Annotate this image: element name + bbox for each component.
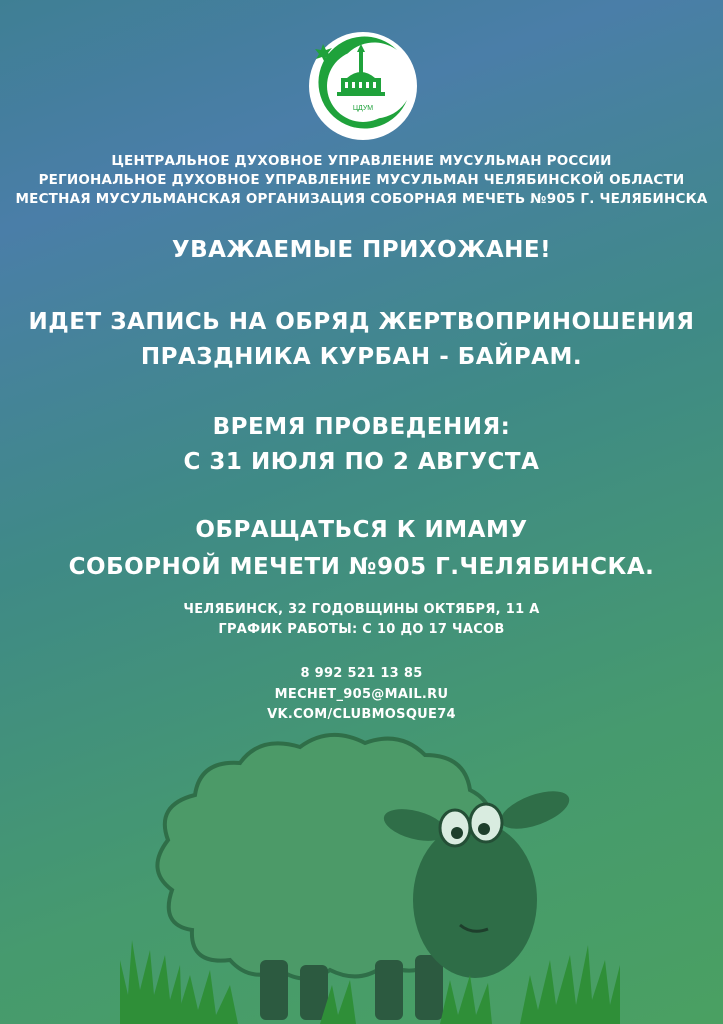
contact-line-2: СОБОРНОЙ МЕЧЕТИ №905 Г.ЧЕЛЯБИНСКА. <box>68 554 655 580</box>
address-text: ЧЕЛЯБИНСК, 32 ГОДОВЩИНЫ ОКТЯБРЯ, 11 А <box>183 602 540 617</box>
event-time-label: ВРЕМЯ ПРОВЕДЕНИЯ: <box>212 414 511 440</box>
event-time-dates: С 31 ИЮЛЯ ПО 2 АВГУСТА <box>183 449 540 475</box>
vk-link[interactable]: VK.COM/CLUBMOSQUE74 <box>267 707 456 722</box>
mosque-logo <box>307 30 419 142</box>
sheep-head <box>413 822 537 978</box>
schedule-text: ГРАФИК РАБОТЫ: С 10 ДО 17 ЧАСОВ <box>218 622 505 637</box>
contact-imam <box>0 512 723 586</box>
address-block <box>0 600 723 640</box>
event-time <box>0 410 723 480</box>
org-line-local: МЕСТНАЯ МУСУЛЬМАНСКАЯ ОРГАНИЗАЦИЯ СОБОРНАЯ МЕЧЕТЬ №905 Г. ЧЕЛЯБИНСКА <box>15 191 708 207</box>
org-line-central: ЦЕНТРАЛЬНОЕ ДУХОВНОЕ УПРАВЛЕНИЕ МУСУЛЬМАН РОССИИ <box>111 153 612 169</box>
greeting-heading: УВАЖАЕМЫЕ ПРИХОЖАНЕ! <box>171 237 552 263</box>
announcement-line-2: ПРАЗДНИКА КУРБАН - БАЙРАМ. <box>140 344 583 370</box>
phone-number[interactable]: 8 992 521 13 85 <box>300 666 423 681</box>
announcement <box>0 305 723 375</box>
email-address[interactable]: MECHET_905@MAIL.RU <box>274 686 449 702</box>
contact-line-1: ОБРАЩАТЬСЯ К ИМАМУ <box>195 517 528 543</box>
svg-text:ЦДУМ: ЦДУМ <box>352 105 374 112</box>
organization-names <box>0 152 723 209</box>
org-line-regional: РЕГИОНАЛЬНОЕ ДУХОВНОЕ УПРАВЛЕНИЕ МУСУЛЬМАН ЧЕЛЯБИНСКОЙ ОБЛАСТИ <box>38 172 685 188</box>
sheep-illustration <box>120 725 620 1024</box>
announcement-line-1: ИДЕТ ЗАПИСЬ НА ОБРЯД ЖЕРТВОПРИНОШЕНИЯ <box>28 309 695 335</box>
contacts-block <box>0 664 723 726</box>
